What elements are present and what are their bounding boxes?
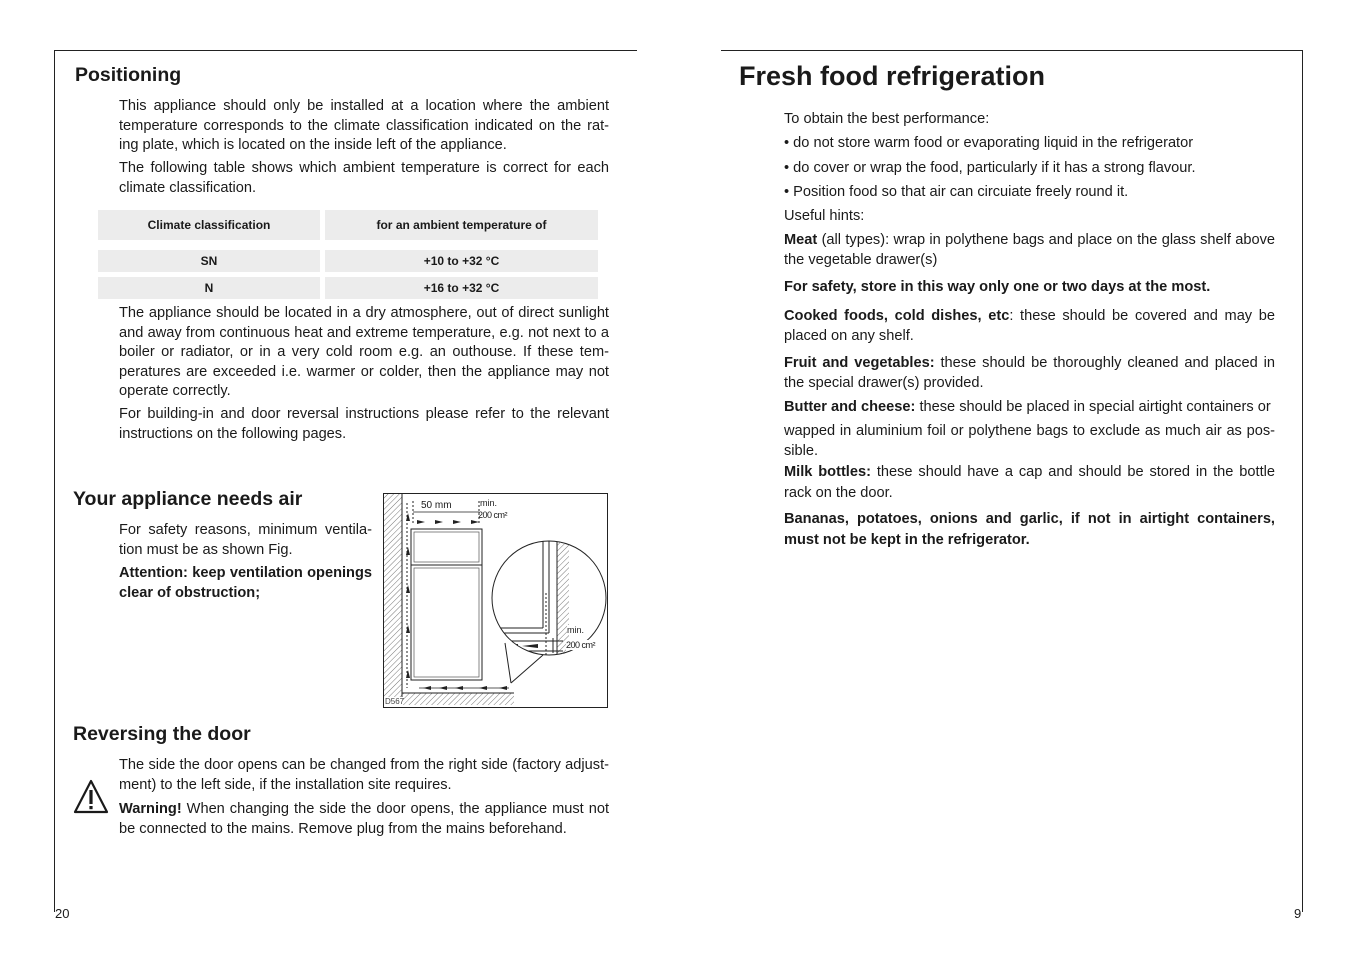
reversing-heading: Reversing the door <box>73 723 251 745</box>
figure-code: D567 <box>385 697 405 706</box>
table-row-n-temp: +16 to +32 °C <box>325 277 598 299</box>
meat-label: Meat <box>784 232 818 248</box>
meat-text: (all types): wrap in polythene bags and place on the glass shelf above the vegetable drawer(s) <box>784 232 1275 268</box>
cooked-text: : these should be covered and may be placed on any shelf. <box>784 308 1275 344</box>
table-header-temperature: for an ambient temperature of <box>325 210 598 240</box>
figure-label-gap: 50 mm <box>421 500 452 511</box>
butter-paragraph <box>784 398 1275 418</box>
table-header-classification: Climate classification <box>98 210 320 240</box>
milk-paragraph <box>784 462 1275 504</box>
bullet-item: • Position food so that air can circuiate freely round it. <box>784 184 1129 200</box>
figure-label-min-bottom: min. <box>567 625 585 635</box>
figure-label-area-bottom: 200 cm² <box>566 640 596 650</box>
table-row-sn-class: SN <box>98 250 320 272</box>
air-heading: Your appliance needs air <box>73 488 303 510</box>
air-attention-paragraph: Attention: keep ventilation openings clear of obstruction; <box>119 565 372 601</box>
butter-paragraph-continued: wapped in aluminium foil or polythene bags to exclude as much air as pos-sible. <box>784 423 1275 459</box>
bananas-paragraph: Bananas, potatoes, onions and garlic, if not in airtight containers, must not be kept in the refrigerator. <box>784 511 1275 548</box>
positioning-paragraph-2: The following table shows which ambient temperature is correct for each climate classification. <box>119 160 609 196</box>
left-page-number: 20 <box>55 906 70 921</box>
positioning-paragraph-3: The appliance should be located in a dry atmosphere, out of direct sunlight and away from continuous heat and extreme temperature, e.g. not next to a boiler or radiator, or in a very cold room e.g. an outhouse. If these tem-peratures are exceeded i.e. warmer or colder, then the appliance may not operate correctly. <box>119 305 609 399</box>
positioning-paragraph-1: This appliance should only be installed at a location where the ambient temperature corresponds to the climate classification indicated on the rat-ing plate, which is located on the inside left of the appliance. <box>119 98 609 153</box>
bullet-item: • do cover or wrap the food, particularly if it has a strong flavour. <box>784 160 1196 176</box>
warning-label: Warning! <box>119 801 182 817</box>
right-page <box>676 0 1351 954</box>
cooked-paragraph <box>784 307 1275 346</box>
warning-triangle-icon <box>73 779 109 815</box>
air-paragraph-1: For safety reasons, minimum ventila-tion must be as shown Fig. <box>119 522 372 558</box>
table-row-sn-temp: +10 to +32 °C <box>325 250 598 272</box>
positioning-heading: Positioning <box>75 64 182 86</box>
positioning-paragraph-4: For building-in and door reversal instructions please refer to the relevant instructions on the following pages. <box>119 406 609 442</box>
bullet-item: • do not store warm food or evaporating liquid in the refrigerator <box>784 135 1194 151</box>
fruit-label: Fruit and vegetables: <box>784 355 935 371</box>
fresh-food-heading: Fresh food refrigeration <box>739 61 1046 91</box>
reversing-paragraph-1: The side the door opens can be changed from the right side (factory adjust-ment) to the left side, if the installation site requires. <box>119 757 609 793</box>
safety-paragraph: For safety, store in this way only one or two days at the most. <box>784 279 1211 295</box>
fruit-paragraph <box>784 354 1275 393</box>
milk-label: Milk bottles: <box>784 464 871 480</box>
warning-text: When changing the side the door opens, the appliance must not be connected to the mains. Remove plug from the mains beforehand. <box>119 801 609 837</box>
figure-label-area-top: 200 cm² <box>478 510 508 520</box>
right-page-number: 9 <box>1294 906 1302 921</box>
useful-hints-label: Useful hints: <box>784 208 865 224</box>
left-page <box>0 0 675 954</box>
fruit-text: these should be thoroughly cleaned and placed in the special drawer(s) provided. <box>784 355 1276 391</box>
cooked-label: Cooked foods, cold dishes, etc <box>784 308 1010 324</box>
meat-paragraph <box>784 231 1275 270</box>
ventilation-diagram <box>383 493 608 708</box>
warning-paragraph <box>119 800 609 839</box>
butter-text: these should be placed in special airtight containers or <box>915 399 1271 415</box>
butter-label: Butter and cheese: <box>784 399 916 415</box>
intro-text: To obtain the best performance: <box>784 111 990 127</box>
table-row-n-class: N <box>98 277 320 299</box>
ventilation-figure <box>383 493 608 708</box>
milk-text: these should have a cap and should be stored in the bottle rack on the door. <box>784 464 1275 501</box>
figure-label-min-top: min. <box>480 498 498 508</box>
